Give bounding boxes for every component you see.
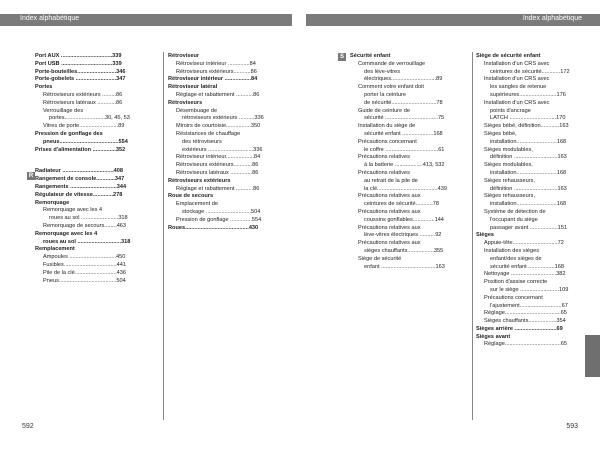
page-header	[0, 14, 600, 26]
index-entry: ceintures de sécurité...........78	[364, 201, 439, 208]
index-entry: Sécurité enfant	[350, 53, 391, 59]
index-entry: Appuie-tête.............................72	[484, 240, 564, 247]
index-entry: l'occupant du siège	[490, 216, 538, 223]
index-entry: Roue de secours	[168, 193, 214, 200]
index-entry: Guide de ceinture de	[358, 107, 410, 114]
index-column-2	[168, 53, 274, 232]
index-entry: Port AUX .................................339	[35, 53, 122, 59]
index-entry: Siège de sécurité enfant	[476, 53, 541, 59]
header-bar-right	[306, 14, 600, 26]
index-entry: Système de détection de	[484, 208, 546, 215]
index-entry: Sièges	[476, 232, 495, 239]
index-entry: points d'ancrage	[490, 107, 531, 114]
index-entry: stockage .............................504	[182, 208, 261, 215]
index-entry: Sièges avant	[476, 333, 511, 340]
chapter-thumb-tab	[585, 335, 600, 377]
index-entry: les sangles de retenue	[490, 84, 547, 91]
index-entry: Réglage....................................65	[484, 310, 568, 317]
index-entry: Rétroviseur latéral	[168, 84, 218, 91]
index-entry: Pression de gonflage ..............554	[176, 216, 262, 223]
index-entry: Rétroviseur	[168, 53, 200, 59]
index-entry: Remplacement	[35, 246, 75, 253]
index-entry: Pneus.....................................504	[43, 277, 126, 284]
index-entry: Sièges bébé,	[484, 130, 517, 137]
index-entry: Sièges rehausseurs,	[484, 177, 535, 184]
index-entry: Sièges bébé, définition............163	[484, 123, 569, 130]
index-entry: Rétroviseurs extérieurs	[168, 177, 231, 184]
index-entry: Rétroviseurs extérieurs...........86	[176, 68, 257, 75]
index-entry: Désembuage de	[176, 107, 218, 114]
header-title-left: Index alphabétique	[20, 15, 80, 22]
index-entry: Installation d'un CRS avec	[484, 60, 550, 67]
index-entry: Remorquage de secours........463	[43, 222, 127, 229]
index-entry: Pile de la clé...........................436	[43, 269, 127, 276]
index-entry: Remorquage avec les 4	[43, 207, 103, 214]
index-entry: Siège de sécurité	[358, 255, 402, 262]
section-letter-s: S	[339, 54, 344, 60]
index-entry: installation..........................168	[490, 169, 567, 176]
index-entry: roues au sol ........................318	[49, 215, 128, 222]
index-entry: Installation du siège de	[358, 123, 416, 130]
header-bar-left	[0, 14, 292, 26]
index-entry: Installation d'un CRS avec	[484, 99, 550, 106]
index-entry: Rétroviseur intérieur..................84	[176, 154, 261, 161]
index-entry: Remorquage	[35, 199, 70, 206]
index-entry: des rétroviseurs	[182, 138, 222, 145]
index-entry: Sièges chauffants..................354	[484, 318, 566, 325]
index-entry: Emplacement de	[176, 201, 218, 208]
index-entry: Rétroviseurs extérieurs............86	[176, 162, 259, 169]
index-entry: roues au sol ............................318	[43, 238, 131, 245]
index-entry: Roues.........................................430	[168, 224, 259, 231]
index-entry: Porte-gobelets ..........................347	[35, 76, 126, 83]
index-entry: supérieures........................176	[490, 91, 566, 98]
index-entry: Vitres de porte.........................89	[43, 123, 125, 130]
index-entry: Précautions relatives aux	[358, 224, 421, 231]
index-entry: Position d'assise correcte	[484, 279, 548, 286]
index-entry: portes..........................30, 45, 53	[49, 115, 130, 122]
index-entry: passager avant ..................151	[490, 224, 568, 231]
index-entry: enfant ...................................163	[364, 263, 445, 270]
index-entry: Rétroviseur intérieur ..............84	[176, 60, 256, 67]
index-entry: Rangements ..............................344	[35, 183, 127, 190]
index-entry: Comment votre enfant doit	[358, 84, 424, 91]
index-entry: Fusibles..................................441	[43, 261, 127, 268]
index-entry: sécurité enfant .................168	[490, 263, 564, 270]
index-entry: porter la ceinture	[364, 91, 406, 98]
index-entry: rétroviseurs extérieurs ..........336	[182, 115, 264, 122]
page-number-left: 592	[22, 423, 34, 430]
index-entry: Pression de gonflage des	[35, 130, 103, 137]
index-entry: Radiateur .................................408	[35, 168, 123, 175]
column-divider	[472, 52, 473, 420]
index-entry: Sièges modulables,	[484, 146, 533, 153]
index-entry: des lève-vitres	[364, 68, 401, 75]
index-entry: Prises d'alimentation ...............352	[35, 146, 126, 153]
index-entry: électriques.............................89	[364, 76, 443, 83]
index-entry: installation..........................168	[490, 138, 567, 145]
index-entry: LATCH ..............................170	[490, 115, 566, 122]
index-entry: coussins gonflables..............144	[364, 216, 444, 223]
index-entry: Précautions relatives	[358, 169, 410, 176]
index-entry: Miroirs de courtoisie................350	[176, 123, 261, 130]
index-entry: la clé.......................................439	[364, 185, 448, 192]
index-entry: Rétroviseurs	[168, 99, 203, 106]
index-entry: Précautions relatives aux	[358, 208, 421, 215]
index-column-4	[476, 53, 580, 349]
column-divider	[163, 52, 164, 420]
index-entry: Porte-bouteilles.........................346	[35, 68, 126, 75]
index-entry: extérieurs .............................336	[182, 146, 263, 153]
index-entry: Réglage....................................65	[484, 341, 568, 348]
index-entry: Précautions concernant	[484, 294, 543, 301]
index-entry: Sièges modulables,	[484, 162, 533, 169]
index-entry: Précautions relatives aux	[358, 240, 421, 247]
index-entry: Précautions relatives	[358, 154, 410, 161]
index-entry: Réglage et rabattement ...........86	[176, 185, 260, 192]
index-entry: Rangement de console............347	[35, 176, 125, 183]
index-entry: l'ajustement...........................67	[490, 302, 568, 309]
index-entry: Sièges rehausseurs,	[484, 193, 535, 200]
index-entry: Nettoyage .............................382	[484, 271, 566, 278]
index-entry: Réglage et rabattement ...........86	[176, 91, 260, 98]
index-entry: Sièges arrière ...........................69	[476, 325, 563, 332]
index-column-3	[350, 53, 454, 271]
index-entry: Installation des sièges	[484, 247, 540, 254]
index-entry: lève-vitres électriques ..........92	[364, 232, 442, 239]
index-entry: le coffre ..................................61	[364, 146, 445, 153]
index-entry: de sécurité.............................78	[364, 99, 443, 106]
index-entry: pneus......................................554	[43, 138, 128, 145]
index-entry: Précautions concernant	[358, 138, 417, 145]
index-entry: enfant/des sièges de	[490, 255, 542, 262]
index-entry: Commande de verrouillage	[358, 60, 426, 67]
index-entry: définition ............................163	[490, 185, 567, 192]
index-entry: au retrait de la pile de	[364, 177, 418, 184]
index-entry: sièges chauffants.................355	[364, 247, 444, 254]
index-entry: Précautions relatives aux	[358, 193, 421, 200]
index-entry: installation..........................168	[490, 201, 567, 208]
index-entry: Rétroviseurs latéraux ............86	[43, 99, 123, 106]
index-column-1	[35, 53, 145, 285]
index-entry: définition ............................163	[490, 154, 567, 161]
index-entry: Ampoules ..............................450	[43, 254, 126, 261]
index-entry: Installation d'un CRS avec	[484, 76, 550, 83]
header-title-right: Index alphabétique	[522, 15, 582, 22]
index-entry: Rétroviseur intérieur .................84	[168, 76, 258, 83]
index-entry: à la batterie ..................413, 532	[364, 162, 445, 169]
index-entry: Régulateur de vitesse.............278	[35, 191, 123, 198]
index-entry: sécurité ..................................75	[364, 115, 445, 122]
page-number-right: 593	[566, 423, 578, 430]
index-entry: Port USB .................................339	[35, 60, 122, 67]
index-entry: sur le siège .........................109	[490, 286, 569, 293]
index-entry: ceintures de sécurité............172	[490, 68, 570, 75]
index-entry: sécurité enfant ....................168	[364, 130, 443, 137]
index-entry: Résistances de chauffage	[176, 130, 241, 137]
index-entry: Rétroviseurs latéraux ..............86	[176, 169, 259, 176]
index-entry: Portes	[35, 84, 53, 91]
index-entry: Verrouillage des	[43, 107, 84, 114]
index-entry: Remorquage avec les 4	[35, 230, 98, 237]
index-entry: Rétroviseurs extérieurs .........86	[43, 91, 123, 98]
section-letter-r: R	[28, 173, 34, 179]
